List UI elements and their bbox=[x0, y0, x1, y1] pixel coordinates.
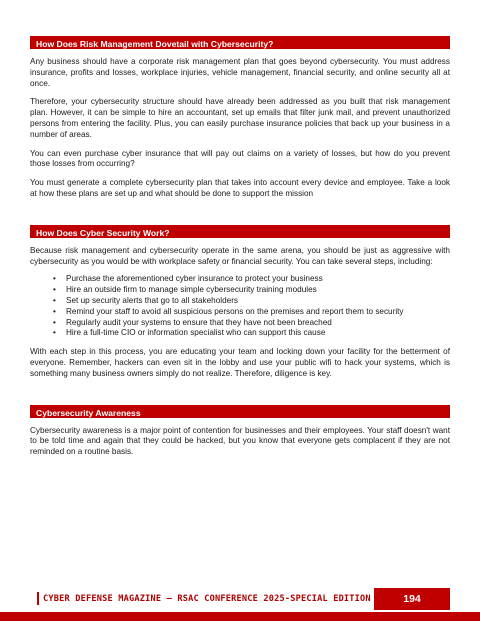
paragraph: You must generate a complete cybersecurity plan that takes into account every device and employee. Take a look at how these plans are set up and what should be done to support the mission bbox=[30, 178, 450, 198]
footer-publication bbox=[37, 592, 371, 605]
list-item-text: Regularly audit your systems to ensure that they have not been breached bbox=[66, 317, 332, 327]
footer-accent-mark bbox=[37, 592, 39, 605]
article-body bbox=[30, 36, 450, 458]
paragraph: With each step in this process, you are educating your team and locking down your facility for the betterment of everyone. Remember, hackers can even sit in the lobby and use your public wifi to hack your systems, which is something many business owners simply do not realize. Therefore, diligence is key. bbox=[30, 347, 450, 378]
list-item bbox=[53, 317, 450, 329]
list-item bbox=[53, 274, 450, 285]
section-heading: How Does Risk Management Dovetail with Cybersecurity? bbox=[30, 36, 450, 49]
bullet-icon: • bbox=[53, 274, 56, 284]
paragraph: Because risk management and cybersecurity operate in the same arena, you should be just as aggressive with cybersecurity as you would be with workplace safety or financial security. You can take several steps, including: bbox=[30, 245, 450, 266]
page-footer bbox=[0, 588, 480, 621]
list-item-text: Set up security alerts that go to all stakeholders bbox=[66, 295, 239, 305]
page-number: 194 bbox=[374, 588, 450, 610]
bullet-icon: • bbox=[53, 328, 56, 338]
bullet-icon: • bbox=[53, 285, 56, 295]
list-item bbox=[53, 328, 450, 339]
section-heading: Cybersecurity Awareness bbox=[30, 405, 450, 418]
paragraph: You can even purchase cyber insurance that will pay out claims on a variety of losses, but how do you prevent those losses from occurring? bbox=[30, 148, 450, 169]
bullet-icon: • bbox=[53, 295, 56, 305]
list-item-text: Hire a full-time CIO or information specialist who can support this cause bbox=[66, 328, 326, 338]
list-item bbox=[53, 295, 450, 307]
list-item bbox=[53, 285, 450, 296]
publication-title: CYBER DEFENSE MAGAZINE – RSAC CONFERENCE 2025-SPECIAL EDITION bbox=[43, 593, 371, 604]
section-heading: How Does Cyber Security Work? bbox=[30, 225, 450, 238]
bullet-list bbox=[30, 274, 450, 339]
list-item-text: Remind your staff to avoid all suspicious persons on the premises and report them to security bbox=[66, 306, 404, 316]
footer-rule bbox=[0, 612, 480, 621]
bullet-icon: • bbox=[53, 317, 56, 327]
list-item-text: Hire an outside firm to manage simple cybersecurity training modules bbox=[66, 285, 317, 295]
list-item-text: Purchase the aforementioned cyber insurance to protect your business bbox=[66, 274, 323, 284]
bullet-icon: • bbox=[53, 306, 56, 316]
paragraph: Cybersecurity awareness is a major point of contention for businesses and their employees. Your staff doesn't want to be told time and again that they could be hacked, but you know that everyone gets complacent if they are not reminded on a routine basis. bbox=[30, 425, 450, 457]
list-item bbox=[53, 306, 450, 318]
paragraph: Therefore, your cybersecurity structure should have already been addressed as you built that risk management plan. However, it can be simple to hire an accountant, set up emails that filter junk mail, and prevent unauthorized persons from entering the facility. Plus, you can easily purchase insurance policies that back up your business in a number of areas. bbox=[30, 97, 450, 139]
paragraph: Any business should have a corporate risk management plan that goes beyond cybersecurity. You must address insurance, profits and losses, workplace injuries, vehicle management, financial security, and online security all at once. bbox=[30, 57, 450, 88]
